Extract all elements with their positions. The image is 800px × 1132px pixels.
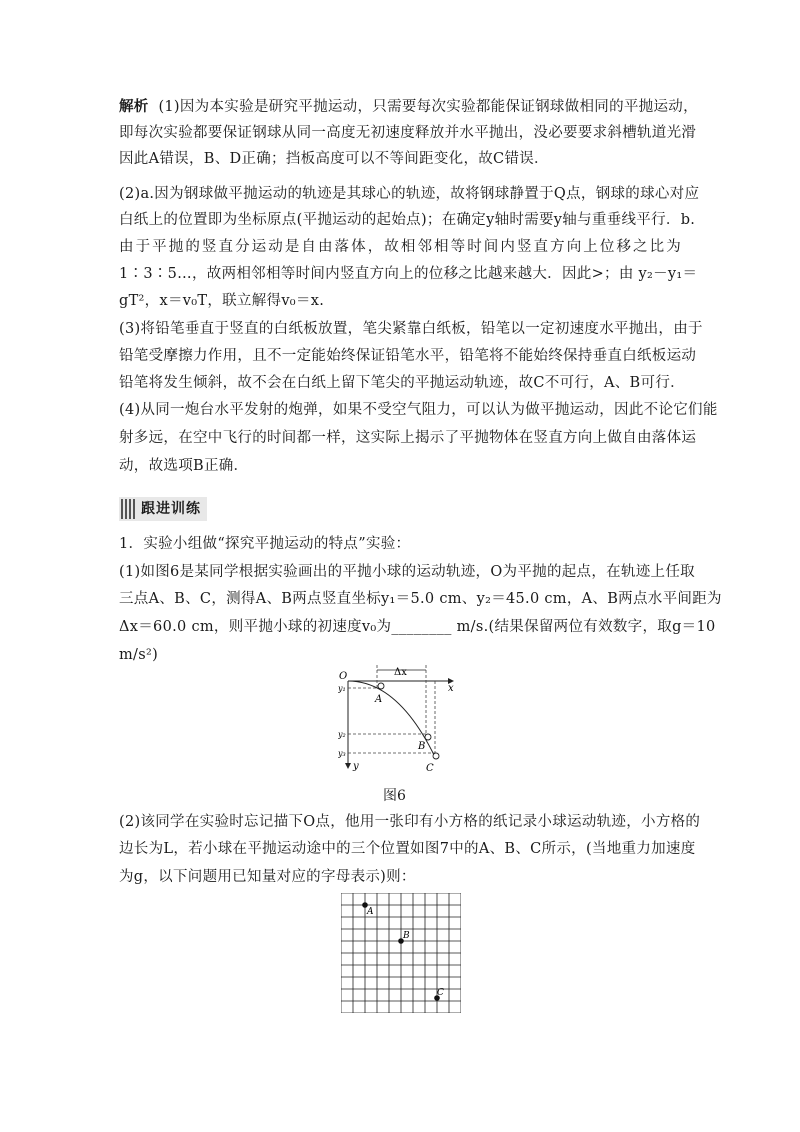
analysis-line-11: 铅笔将发生倾斜，故不会在白纸上留下笔尖的平抛运动轨迹，故C不可行，A、B可行．	[119, 375, 685, 391]
label-x: x	[448, 683, 454, 694]
analysis-line-12: (4)从同一炮台水平发射的炮弹，如果不受空气阻力，可以认为做平抛运动，因此不论它们能	[119, 402, 718, 418]
analysis-line-5: 白纸上的位置即为坐标原点(平抛运动的起始点)；在确定y轴时需要y轴与重垂线平行．b.	[119, 212, 696, 228]
analysis-line-8: gT²，x＝v₀T，联立解得v₀＝x.	[119, 293, 325, 309]
analysis-line-1: 解析 (1)因为本实验是研究平抛运动，只需要每次实验都能保证钢球做相同的平抛运动，	[119, 98, 698, 115]
figure-6-caption: 图6	[383, 788, 406, 804]
label-y1: y₁	[338, 684, 346, 693]
question-line-4: Δx＝60.0 cm，则平抛小球的初速度v₀为________ m/s.(结果保留两位有效数字，取g＝10	[119, 619, 716, 635]
question-line-3: 三点A、B、C，测得A、B两点竖直坐标y₁＝5.0 cm、y₂＝45.0 cm，A、B两点水平间距为	[119, 591, 722, 607]
y-axis-arrow-icon	[345, 763, 351, 769]
label-y: y	[353, 761, 359, 772]
part2-line-3: 为g，以下问题用已知量对应的字母表示)则：	[119, 869, 416, 885]
grid-label-c: C	[437, 988, 444, 998]
question-line-5: m/s²)	[119, 647, 159, 663]
section-stripes-icon	[121, 499, 135, 519]
question-line-2: (1)如图6是某同学根据实验画出的平抛小球的运动轨迹，O为平抛的起点，在轨迹上任取	[119, 564, 695, 580]
label-y2: y₂	[338, 730, 346, 739]
label-o: O	[339, 671, 348, 682]
figure-7-grid	[341, 893, 461, 1013]
part2-line-2: 边长为L，若小球在平抛运动途中的三个位置如图7中的A、B、C所示，(当地重力加速度	[119, 841, 696, 857]
grid-label-b: B	[403, 931, 410, 941]
section-header	[119, 497, 207, 521]
point-a	[378, 683, 384, 689]
analysis-line-3: 因此A错误，B、D正确；挡板高度可以不等间距变化，故C错误．	[119, 151, 549, 167]
grid-label-a: A	[367, 907, 374, 917]
analysis-line-6: 由于平抛的竖直分运动是自由落体，故相邻相等时间内竖直方向上位移之比为	[119, 239, 681, 255]
label-dx: Δx	[394, 667, 407, 678]
analysis-line-9: (3)将铅笔垂直于竖直的白纸板放置，笔尖紧靠白纸板，铅笔以一定初速度水平抛出，由于	[119, 321, 703, 337]
analysis-line-2: 即每次实验都要保证钢球从同一高度无初速度释放并水平抛出，没必要要求斜槽轨道光滑	[119, 125, 697, 141]
point-b	[425, 734, 431, 740]
figure-6-diagram	[338, 665, 464, 775]
label-c: C	[426, 763, 434, 774]
analysis-line-7: 1∶3∶5…，故两相邻相等时间内竖直方向上的位移之比越来越大．因此>；由 y₂－y₁＝	[119, 266, 698, 282]
analysis-line-13: 射多远，在空中飞行的时间都一样，这实际上揭示了平抛物体在竖直方向上做自由落体运	[119, 430, 697, 446]
analysis-line-10: 铅笔受摩擦力作用，且不一定能始终保证铅笔水平，铅笔将不能始终保持垂直白纸板运动	[119, 348, 697, 364]
point-c	[433, 753, 439, 759]
analysis-line-14: 动，故选项B正确．	[119, 458, 249, 474]
part2-line-1: (2)该同学在实验时忘记描下O点，他用一张印有小方格的纸记录小球运动轨迹，小方格的	[119, 814, 701, 830]
label-b: B	[418, 741, 426, 752]
label-y3: y₃	[338, 749, 346, 758]
question-title: 1．实验小组做“探究平抛运动的特点”实验：	[119, 536, 411, 552]
section-title: 跟进训练	[141, 501, 201, 517]
label-a: A	[375, 694, 383, 705]
analysis-line-4: (2)a.因为钢球做平抛运动的轨迹是其球心的轨迹，故将钢球静置于Q点，钢球的球心对应	[119, 186, 700, 202]
analysis-label: 解析	[119, 98, 149, 115]
